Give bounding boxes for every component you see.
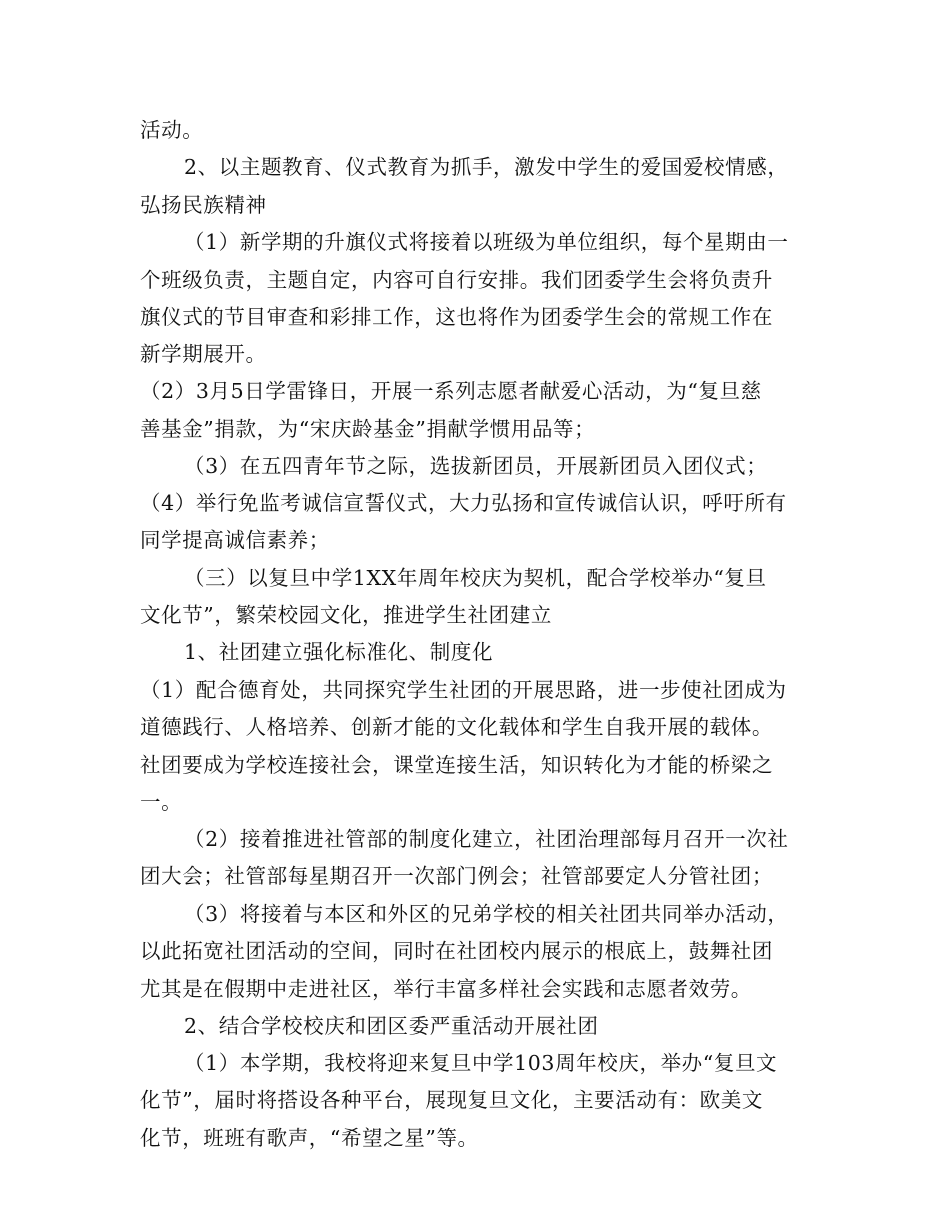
subsection-heading: 2、结合学校校庆和团区委严重活动开展社团 [184, 1014, 599, 1038]
text-line: （3）在五四青年节之际，选拔新团员，开展新团员入团仪式； [184, 454, 768, 478]
section-heading: 2、以主题教育、仪式教育为抓手，激发中学生的爱国爱校情感， [184, 155, 789, 179]
text-line: 旗仪式的节目审查和彩排工作，这也将作为团委学生会的常规工作在 [140, 305, 773, 329]
text-line: 社团要成为学校连接社会，课堂连接生活，知识转化为才能的桥梁之 [140, 753, 773, 777]
section-heading: （三）以复旦中学1XX年周年校庆为契机，配合学校举办“复旦 [184, 566, 767, 590]
text-line: （3）将接着与本区和外区的兄弟学校的相关社团共同举办活动， [184, 902, 789, 926]
text-line: 以此拓宽社团活动的空间，同时在社团校内展示的根底上，鼓舞社团 [140, 939, 773, 963]
text-line: （2）3月5日学雷锋日，开展一系列志愿者献爱心活动，为“复旦慈 [140, 379, 762, 403]
text-line: 活动。 [140, 118, 204, 142]
text-line: 个班级负责，主题自定，内容可自行安排。我们团委学生会将负责升 [140, 268, 773, 292]
text-line: 文化节”，繁荣校园文化，推进学生社团建立 [140, 603, 552, 627]
text-line: （1）配合德育处，共同探究学生社团的开展思路，进一步使社团成为 [140, 678, 787, 702]
text-line: 尤其是在假期中走进社区，举行丰富多样社会实践和志愿者效劳。 [140, 977, 752, 1001]
text-line: 一。 [140, 790, 183, 814]
text-line: （4）举行免监考诚信宣誓仪式，大力弘扬和宣传诚信认识，呼吁所有 [140, 491, 787, 515]
text-line: 新学期展开。 [140, 342, 267, 366]
text-line: 同学提高诚信素养； [140, 528, 330, 552]
text-line: （1）新学期的升旗仪式将接着以班级为单位组织，每个星期由一 [184, 230, 789, 254]
text-line: 化节，班班有歌声，“希望之星”等。 [140, 1126, 479, 1150]
subsection-heading: 1、社团建立强化标准化、制度化 [184, 640, 494, 664]
text-line: （1）本学期，我校将迎来复旦中学103周年校庆，举办“复旦文 [184, 1051, 778, 1075]
text-line: 团大会；社管部每星期召开一次部门例会；社管部要定人分管社团； [140, 864, 773, 888]
text-line: 善基金”捐款，为“宋庆龄基金”捐献学惯用品等； [140, 417, 596, 441]
text-line: 道德践行、人格培养、创新才能的文化载体和学生自我开展的载体。 [140, 715, 773, 739]
text-line: 化节”，届时将搭设各种平台，展现复旦文化，主要活动有：欧美文 [140, 1088, 763, 1112]
text-line: （2）接着推进社管部的制度化建立，社团治理部每月召开一次社 [184, 827, 789, 851]
text-line: 弘扬民族精神 [140, 193, 267, 217]
